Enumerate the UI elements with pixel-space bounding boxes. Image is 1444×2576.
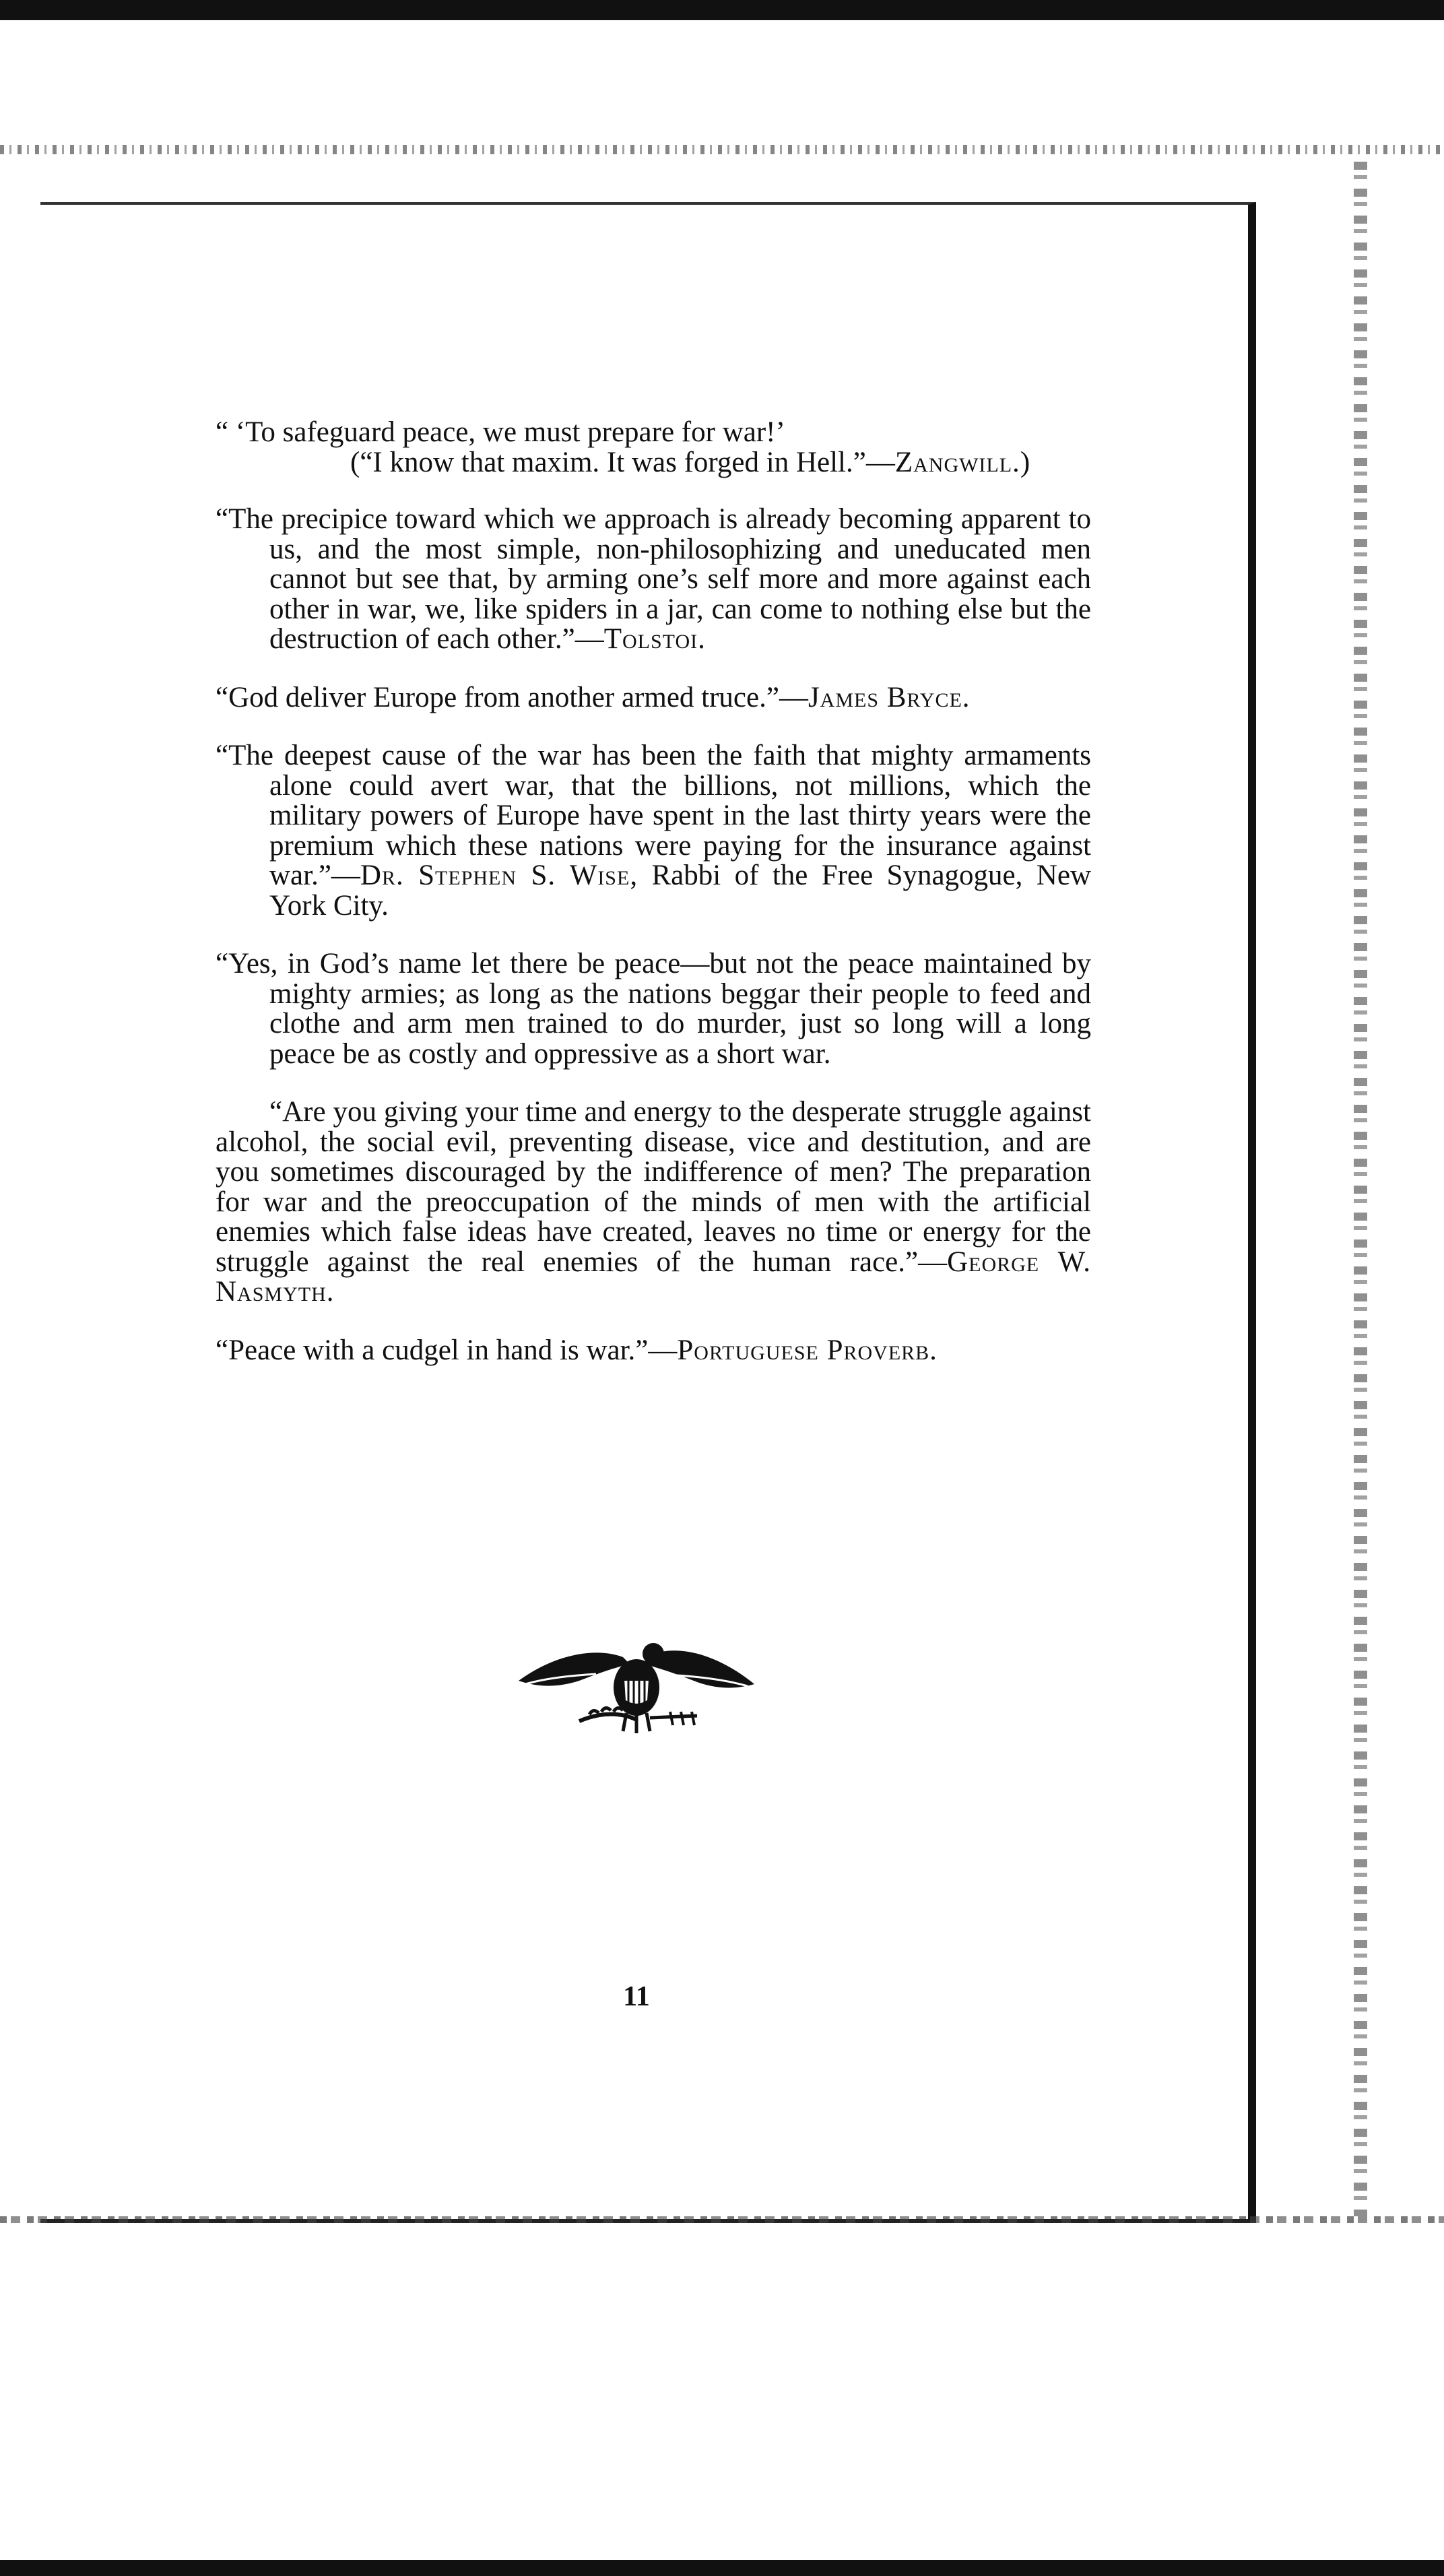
quote-author: Dr. Stephen S. Wise, (360, 860, 638, 891)
quote-tolstoi: “The precipice toward which we approach is already becoming apparent to us, and the most simple, non-philosophizing and uneducated men cannot but see that, by arming one’s self more and more against each other in war, we, like spiders in a jar, can come to nothing else but the destruction of each other.”—Tolstoi. (216, 503, 1091, 655)
scan-border-top (0, 0, 1444, 20)
quotes-body (216, 418, 1091, 1394)
quote-author: Portuguese Proverb. (677, 1334, 938, 1366)
page-number: 11 (623, 1981, 650, 2012)
quote-author: Zangwill. (894, 446, 1020, 478)
scan-page-edge-top (0, 145, 1444, 154)
quote-nasmyth: “Are you giving your time and energy to the desperate struggle against alcohol, the social evil, preventing disease, vice and destitution, and are you sometimes discouraged by the indifference of men? The preparation for war and the preoccupation of the minds of men with the artificial enemies which false ideas have created, leaves no time or energy for the struggle against the real enemies of the human race.”—George W. Nasmyth. (216, 1096, 1091, 1308)
quote-author: George W. Nasmyth. (216, 1246, 1091, 1308)
quote-wise: “The deepest cause of the war has been the faith that mighty armaments alone could avert war, that the billions, not millions, which the military powers of Europe have spent in the last thirty years were the premium which these nations were paying for the insurance against war.”—Dr. Stephen S. Wise, Rabbi of the Free Synagogue, New York City. (216, 740, 1091, 922)
quote-author: James Bryce. (808, 681, 971, 713)
scan-border-bottom (0, 2560, 1444, 2576)
quote-bryce: “God deliver Europe from another armed truce.”—James Bryce. (216, 681, 971, 713)
scan-page-edge-bottom (0, 2216, 1444, 2223)
quote-zangwill: “ ‘To safeguard peace, we must prepare for war!’ (“I know that maxim. It was forged in Hell.”—Zangwill.) (216, 416, 1030, 478)
quote-proverb: “Peace with a cudgel in hand is war.”—Portuguese Proverb. (216, 1334, 938, 1366)
scan-page-edge-right (1354, 162, 1367, 2216)
quote-peace-armies: “Yes, in God’s name let there be peace—but not the peace maintained by mighty armies; as long as the nations beggar their people to feed and clothe and arm men trained to do murder, just so long will a long peace be as costly and oppressive as a short war. (216, 948, 1091, 1070)
quote-author: Tolstoi. (603, 623, 706, 655)
eagle-icon (515, 1627, 758, 1741)
